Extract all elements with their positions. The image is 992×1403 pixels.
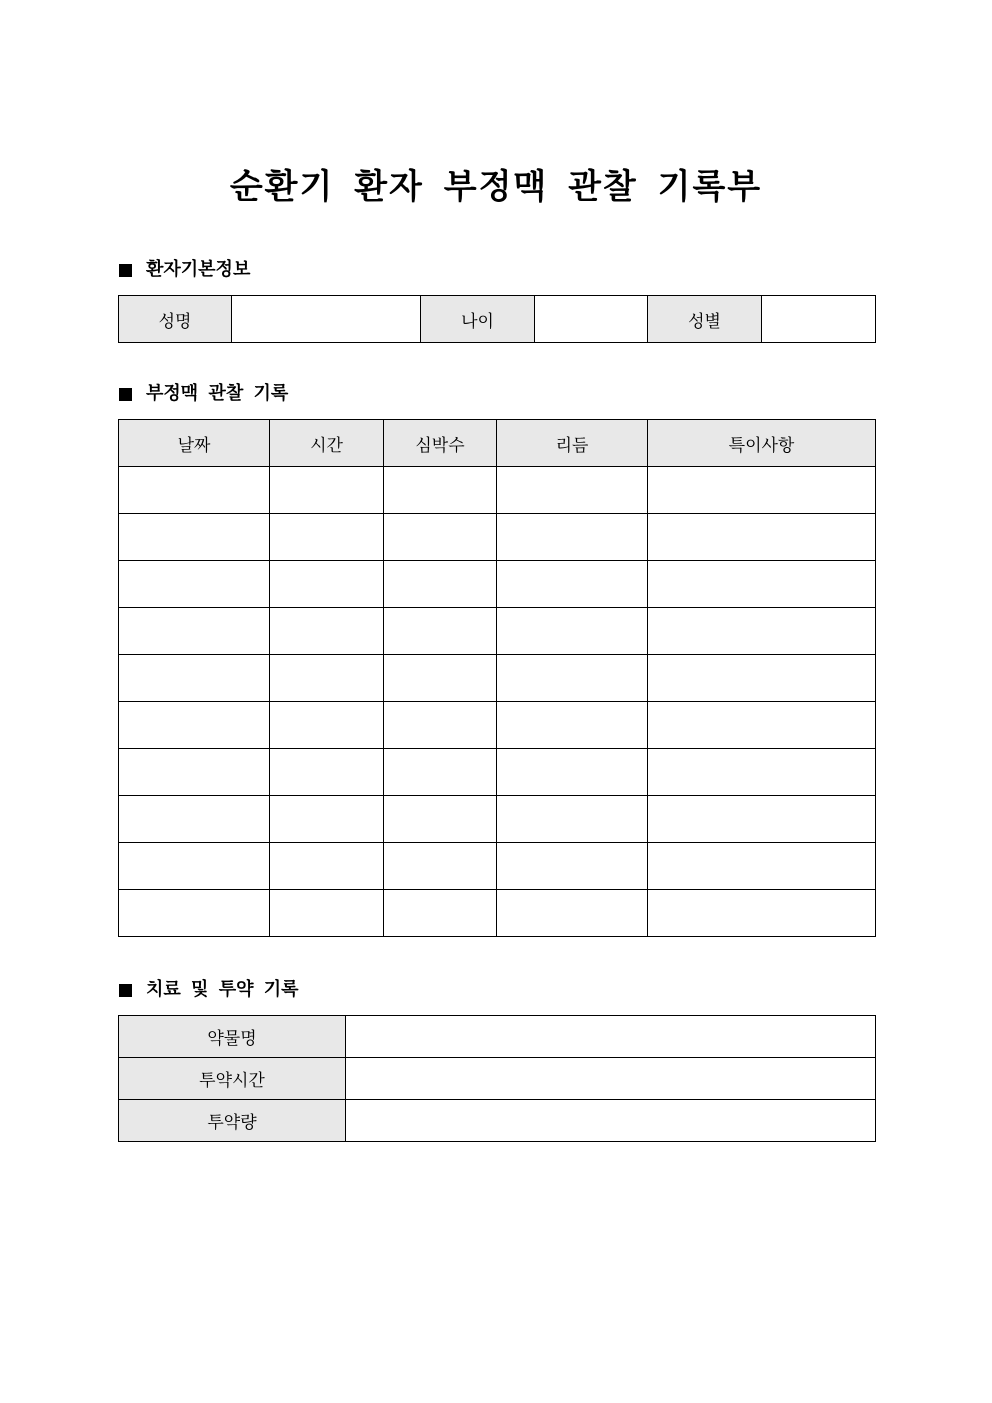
heart-rate-cell[interactable]: [384, 702, 497, 749]
table-row: [119, 296, 876, 343]
section-heading-observation: [119, 382, 288, 406]
heart-rate-cell[interactable]: [384, 796, 497, 843]
heart-rate-cell[interactable]: [384, 890, 497, 937]
rhythm-cell[interactable]: [497, 655, 648, 702]
table-row: [119, 561, 876, 608]
section-heading-text: 부정맥 관찰 기록: [146, 383, 289, 404]
time-cell[interactable]: [270, 467, 384, 514]
table-row: [119, 514, 876, 561]
time-cell[interactable]: [270, 514, 384, 561]
time-cell[interactable]: [270, 796, 384, 843]
rhythm-cell[interactable]: [497, 843, 648, 890]
table-row: [119, 890, 876, 937]
rhythm-cell[interactable]: [497, 467, 648, 514]
date-cell[interactable]: [119, 561, 270, 608]
dose-time-field[interactable]: [346, 1058, 876, 1100]
page-title: 순환기 환자 부정맥 관찰 기록부: [229, 167, 763, 207]
notes-cell[interactable]: [648, 467, 876, 514]
column-header-heart-rate: 심박수: [384, 420, 497, 467]
table-row: [119, 843, 876, 890]
dose-amount-field[interactable]: [346, 1100, 876, 1142]
date-cell[interactable]: [119, 890, 270, 937]
patient-info-table: [118, 295, 876, 343]
table-row: [119, 608, 876, 655]
age-label: 나이: [421, 296, 535, 343]
date-cell[interactable]: [119, 655, 270, 702]
name-field[interactable]: [232, 296, 421, 343]
heart-rate-cell[interactable]: [384, 608, 497, 655]
table-row: [119, 702, 876, 749]
rhythm-cell[interactable]: [497, 561, 648, 608]
dose-amount-label: 투약량: [119, 1100, 346, 1142]
heart-rate-cell[interactable]: [384, 561, 497, 608]
drug-name-label: 약물명: [119, 1016, 346, 1058]
heart-rate-cell[interactable]: [384, 655, 497, 702]
notes-cell[interactable]: [648, 561, 876, 608]
notes-cell[interactable]: [648, 890, 876, 937]
observation-table: [118, 419, 876, 937]
dose-time-label: 투약시간: [119, 1058, 346, 1100]
heart-rate-cell[interactable]: [384, 749, 497, 796]
table-row: [119, 796, 876, 843]
notes-cell[interactable]: [648, 796, 876, 843]
drug-name-field[interactable]: [346, 1016, 876, 1058]
date-cell[interactable]: [119, 702, 270, 749]
time-cell[interactable]: [270, 608, 384, 655]
rhythm-cell[interactable]: [497, 514, 648, 561]
sex-label: 성별: [648, 296, 762, 343]
time-cell[interactable]: [270, 843, 384, 890]
table-row: [119, 1016, 876, 1058]
sex-field[interactable]: [762, 296, 876, 343]
time-cell[interactable]: [270, 702, 384, 749]
notes-cell[interactable]: [648, 608, 876, 655]
name-label: 성명: [119, 296, 232, 343]
time-cell[interactable]: [270, 890, 384, 937]
column-header-notes: 특이사항: [648, 420, 876, 467]
table-row: [119, 655, 876, 702]
time-cell[interactable]: [270, 655, 384, 702]
table-row: [119, 1058, 876, 1100]
time-cell[interactable]: [270, 561, 384, 608]
notes-cell[interactable]: [648, 514, 876, 561]
table-row: [119, 1100, 876, 1142]
rhythm-cell[interactable]: [497, 702, 648, 749]
section-heading-text: 치료 및 투약 기록: [146, 979, 299, 1000]
treatment-table: [118, 1015, 876, 1142]
section-heading-text: 환자기본정보: [146, 259, 251, 280]
square-bullet-icon: [119, 264, 132, 277]
rhythm-cell[interactable]: [497, 749, 648, 796]
heart-rate-cell[interactable]: [384, 843, 497, 890]
notes-cell[interactable]: [648, 843, 876, 890]
section-heading-patient-info: [119, 258, 250, 282]
date-cell[interactable]: [119, 514, 270, 561]
section-heading-treatment: [119, 978, 299, 1002]
rhythm-cell[interactable]: [497, 796, 648, 843]
table-row: [119, 749, 876, 796]
date-cell[interactable]: [119, 843, 270, 890]
square-bullet-icon: [119, 984, 132, 997]
time-cell[interactable]: [270, 749, 384, 796]
column-header-date: 날짜: [119, 420, 270, 467]
heart-rate-cell[interactable]: [384, 467, 497, 514]
square-bullet-icon: [119, 388, 132, 401]
date-cell[interactable]: [119, 467, 270, 514]
rhythm-cell[interactable]: [497, 608, 648, 655]
column-header-time: 시간: [270, 420, 384, 467]
date-cell[interactable]: [119, 749, 270, 796]
notes-cell[interactable]: [648, 749, 876, 796]
rhythm-cell[interactable]: [497, 890, 648, 937]
table-header-row: [119, 420, 876, 467]
date-cell[interactable]: [119, 608, 270, 655]
column-header-rhythm: 리듬: [497, 420, 648, 467]
age-field[interactable]: [535, 296, 648, 343]
heart-rate-cell[interactable]: [384, 514, 497, 561]
notes-cell[interactable]: [648, 655, 876, 702]
table-row: [119, 467, 876, 514]
date-cell[interactable]: [119, 796, 270, 843]
notes-cell[interactable]: [648, 702, 876, 749]
